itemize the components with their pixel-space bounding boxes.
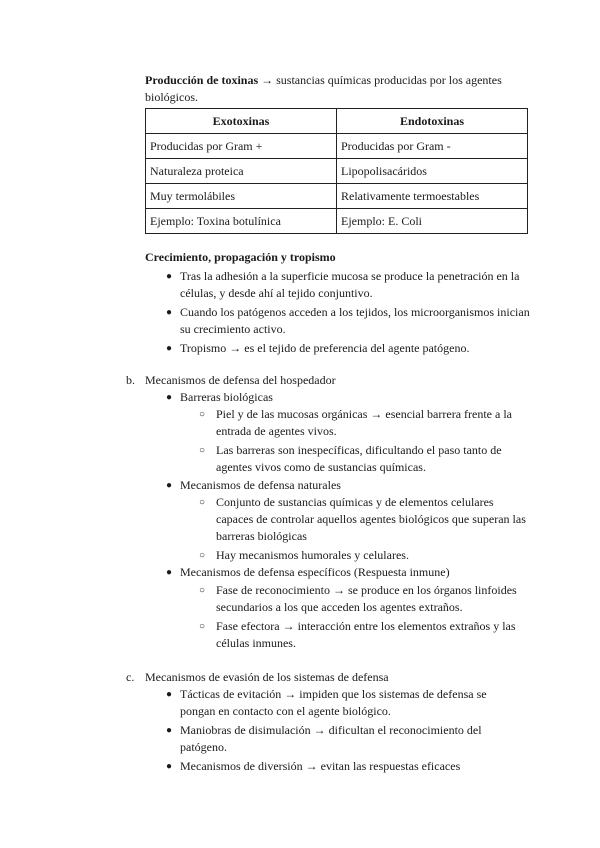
- intro-bold-term: Producción de toxinas: [145, 73, 259, 87]
- sublist-especificos: [199, 582, 528, 654]
- list-item: ○ Piel y de las mucosas orgánicas → esencial barrera frente a la entrada de agentes vivos.: [199, 407, 512, 438]
- table-header-cell: Endotoxinas: [337, 109, 528, 134]
- circle-bullet-icon: ○: [199, 409, 206, 420]
- table-cell: Producidas por Gram +: [146, 134, 337, 159]
- list-item: ● Mecanismos de defensa naturales: [166, 478, 341, 492]
- section-c-list: [166, 686, 520, 777]
- table-header-row: [146, 109, 528, 134]
- table-cell: Muy termolábiles: [146, 184, 337, 209]
- circle-bullet-icon: ○: [199, 621, 206, 632]
- table-cell: Ejemplo: Toxina botulínica: [146, 209, 337, 234]
- sublist-barreras: [199, 406, 528, 478]
- bullet-icon: ●: [166, 271, 173, 282]
- table-row: [146, 159, 528, 184]
- toxins-table: [145, 108, 528, 234]
- bullet-icon: ●: [166, 392, 173, 403]
- table-header-cell: Exotoxinas: [146, 109, 337, 134]
- list-item: ● Cuando los patógenos acceden a los tejidos, los microorganismos inician su crecimiento activo.: [166, 305, 530, 336]
- bullet-icon: ●: [166, 343, 173, 354]
- sublist-naturales: [199, 494, 528, 566]
- bullet-icon: ●: [166, 689, 173, 700]
- circle-bullet-icon: ○: [199, 550, 206, 561]
- list-item: ○ Hay mecanismos humorales y celulares.: [199, 548, 409, 562]
- list-item: ● Mecanismos de diversión → evitan las respuestas eficaces: [166, 759, 461, 773]
- section-c-heading: c. Mecanismos de evasión de los sistemas de defensa: [126, 670, 389, 684]
- section-b-heading: b. Mecanismos de defensa del hospedador: [126, 373, 336, 387]
- section-b-list: [166, 564, 530, 583]
- list-marker: c.: [126, 670, 135, 684]
- list-item: ● Maniobras de disimulación → dificultan el reconocimiento del patógeno.: [166, 723, 482, 754]
- bullet-icon: ●: [166, 307, 173, 318]
- table-row: [146, 134, 528, 159]
- bullet-icon: ●: [166, 567, 173, 578]
- list-item: ● Mecanismos de defensa específicos (Respuesta inmune): [166, 565, 450, 579]
- table-row: [146, 184, 528, 209]
- intro-paragraph: [145, 72, 525, 106]
- list-item: ○ Las barreras son inespecíficas, dificultando el paso tanto de agentes vivos como de sustancias químicas.: [199, 443, 502, 474]
- table-cell: Ejemplo: E. Coli: [337, 209, 528, 234]
- circle-bullet-icon: ○: [199, 585, 206, 596]
- table-cell: Relativamente termoestables: [337, 184, 528, 209]
- section-heading-crecimiento: Crecimiento, propagación y tropismo: [145, 250, 336, 264]
- list-item: ● Barreras biológicas: [166, 390, 273, 404]
- list-item: ○ Fase efectora → interacción entre los elementos extraños y las células inmunes.: [199, 619, 516, 650]
- table-row: [146, 209, 528, 234]
- table-cell: Naturaleza proteica: [146, 159, 337, 184]
- bullet-icon: ●: [166, 725, 173, 736]
- table-cell: Lipopolisacáridos: [337, 159, 528, 184]
- table-cell: Producidas por Gram -: [337, 134, 528, 159]
- list-item: ○ Fase de reconocimiento → se produce en los órganos linfoides secundarios a los que acceden los agentes extraños.: [199, 583, 517, 614]
- circle-bullet-icon: ○: [199, 497, 206, 508]
- intro-text: → sustancias químicas producidas por los agentes biológicos.: [145, 73, 502, 104]
- list-item: ● Tácticas de evitación → impiden que los sistemas de defensa se pongan en contacto con el agente biológico.: [166, 687, 487, 718]
- bullet-icon: ●: [166, 761, 173, 772]
- circle-bullet-icon: ○: [199, 445, 206, 456]
- list-item: ○ Conjunto de sustancias químicas y de elementos celulares capaces de controlar aquellos agentes biológicos que superan las barreras biológicas: [199, 495, 526, 543]
- list-item: ● Tras la adhesión a la superficie mucosa se produce la penetración en la células, y desde ahí al tejido conjuntivo.: [166, 269, 520, 300]
- list-item: ● Tropismo → es el tejido de preferencia del agente patógeno.: [166, 341, 470, 355]
- crecimiento-list: [166, 268, 530, 359]
- list-marker: b.: [126, 373, 135, 387]
- bullet-icon: ●: [166, 480, 173, 491]
